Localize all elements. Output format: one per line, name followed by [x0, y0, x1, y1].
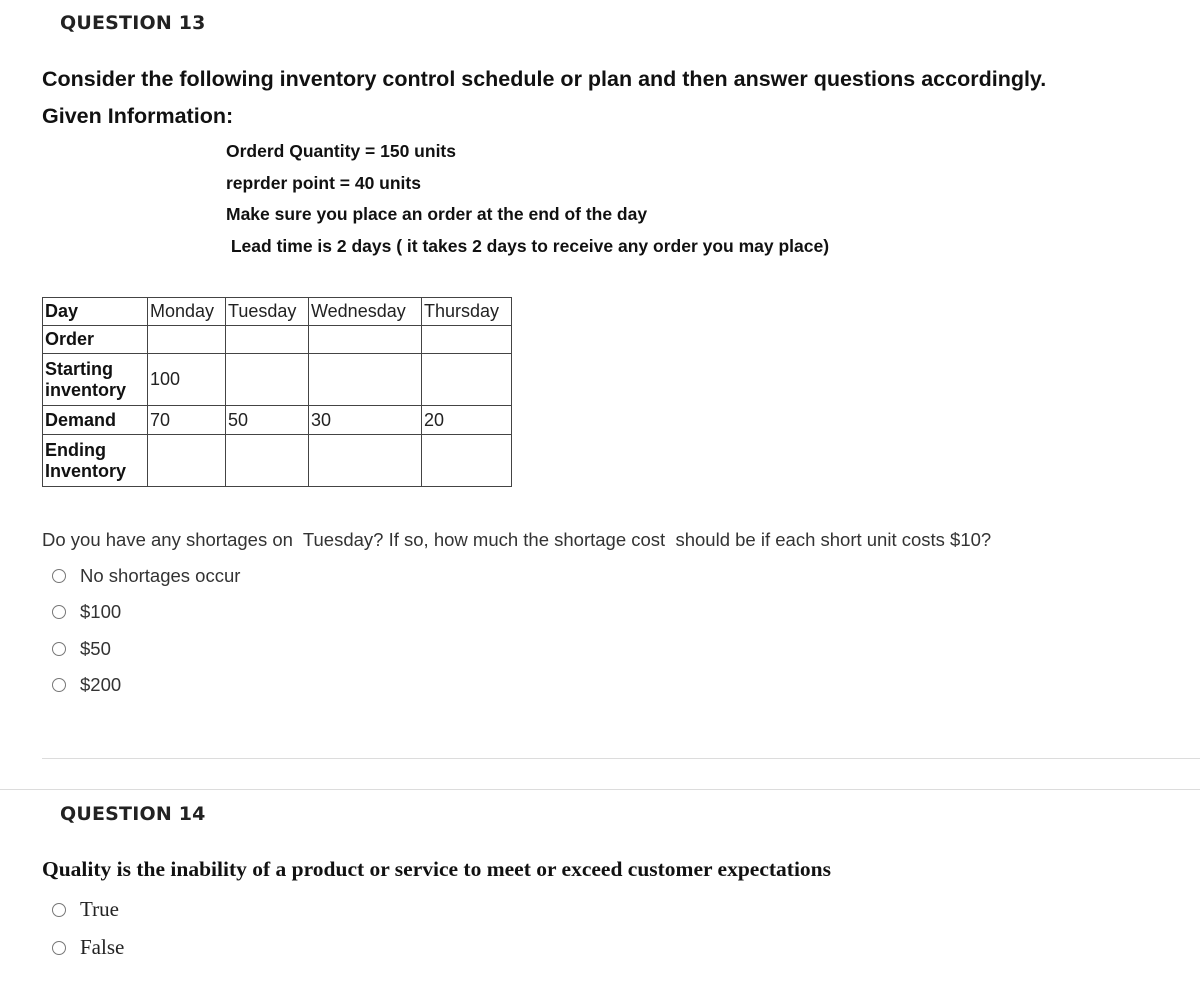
option-no-shortages[interactable] [52, 565, 240, 587]
question-13-intro: Consider the following inventory control schedule or plan and then answer questions accordingly. [42, 67, 1047, 91]
info-order-quantity: Orderd Quantity = 150 units [226, 141, 456, 161]
table-cell [422, 326, 512, 354]
day-header-thursday: Thursday [422, 298, 512, 326]
question-13-title: QUESTION 13 [60, 12, 206, 34]
option-200[interactable] [52, 674, 121, 696]
option-label: False [80, 935, 125, 959]
table-cell [226, 326, 309, 354]
row-label-order: Order [43, 326, 148, 354]
option-100[interactable] [52, 601, 121, 623]
inventory-schedule-table [42, 297, 512, 487]
divider [42, 758, 1200, 759]
radio-button[interactable] [52, 678, 66, 692]
option-label: $50 [80, 638, 111, 659]
table-cell [422, 435, 512, 487]
table-cell: 100 [148, 354, 226, 406]
table-cell: 30 [309, 406, 422, 435]
option-label: $200 [80, 674, 122, 695]
table-cell [226, 435, 309, 487]
table-cell [226, 354, 309, 406]
row-label-ending-inventory: Ending Inventory [43, 435, 148, 487]
option-label: $100 [80, 601, 122, 622]
table-row-order [43, 326, 512, 354]
radio-button[interactable] [52, 903, 66, 917]
question-14-title: QUESTION 14 [60, 803, 206, 825]
given-information-label: Given Information: [42, 104, 234, 128]
divider [0, 789, 1200, 790]
day-header-tuesday: Tuesday [226, 298, 309, 326]
table-cell [148, 326, 226, 354]
table-cell [309, 326, 422, 354]
option-50[interactable] [52, 638, 111, 660]
radio-button[interactable] [52, 941, 66, 955]
table-row-day [43, 298, 512, 326]
table-row-demand [43, 406, 512, 435]
table-cell: 70 [148, 406, 226, 435]
question-14-prompt: Quality is the inability of a product or service to meet or exceed customer expectations [42, 857, 831, 881]
table-row-ending-inventory [43, 435, 512, 487]
info-lead-time: Lead time is 2 days ( it takes 2 days to receive any order you may place) [226, 236, 830, 256]
table-row-starting-inventory [43, 354, 512, 406]
option-label: True [80, 897, 119, 921]
question-13-prompt: Do you have any shortages on Tuesday? If so, how much the shortage cost should be if each short unit costs $10? [42, 529, 992, 550]
day-header-monday: Monday [148, 298, 226, 326]
radio-button[interactable] [52, 605, 66, 619]
table-cell [309, 354, 422, 406]
row-label-starting-inventory: Starting inventory [43, 354, 148, 406]
radio-button[interactable] [52, 642, 66, 656]
table-cell [148, 435, 226, 487]
radio-button[interactable] [52, 569, 66, 583]
table-cell [422, 354, 512, 406]
info-reorder-point: reprder point = 40 units [226, 173, 421, 193]
table-cell: 50 [226, 406, 309, 435]
info-order-timing: Make sure you place an order at the end of the day [226, 204, 648, 224]
table-cell: 20 [422, 406, 512, 435]
table-cell [309, 435, 422, 487]
option-false[interactable] [52, 935, 124, 960]
option-true[interactable] [52, 897, 119, 922]
day-header-wednesday: Wednesday [309, 298, 422, 326]
option-label: No shortages occur [80, 565, 241, 586]
row-label-demand: Demand [43, 406, 148, 435]
row-label-day: Day [43, 298, 148, 326]
